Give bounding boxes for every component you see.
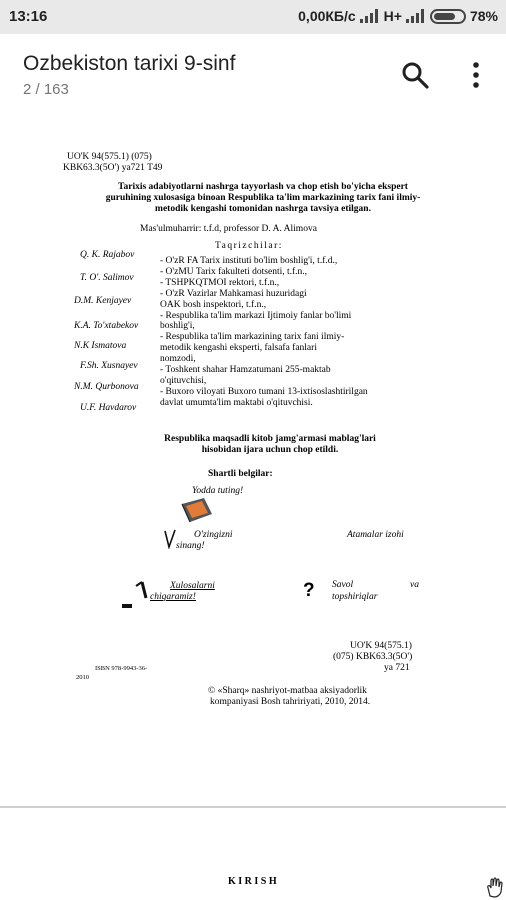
- app-bar: [0, 34, 506, 116]
- more-vert-icon[interactable]: [464, 60, 488, 90]
- legend-remember: Yodda tuting!: [192, 486, 244, 496]
- legend-title: Shartli belgilar:: [208, 469, 273, 479]
- reviewer-name: Q. K. Rajabov: [80, 250, 135, 260]
- reviewer-desc: metodik kengashi eksperti, falsafa fanlari: [160, 343, 317, 353]
- reviewer-desc: - Respublika ta'lim markazining tarix fani ilmiy-: [160, 332, 345, 342]
- legend-term: Atamalar izohi: [347, 530, 404, 540]
- check-icon: [164, 529, 176, 549]
- reviewer-name: D.M. Kenjayev: [74, 296, 132, 306]
- copyright-line-1: © «Sharq» nashriyot-matbaa aksiyadorlik: [208, 686, 367, 696]
- copyright-line-2: kompaniyasi Bosh tahririyati, 2010, 2014.: [210, 697, 371, 707]
- funding-line-1: Respublika maqsadli kitob jamg'armasi mablag'lari: [164, 434, 376, 444]
- page-separator: [0, 806, 506, 808]
- isbn-year: 2010: [76, 674, 89, 681]
- legend-think-1: O'zingizni: [194, 530, 233, 540]
- heading-line-1: Tarixis adabiyotlarni nashrga tayyorlash va chop etish bo'yicha ekspert: [118, 182, 408, 192]
- editor-line: Mas'ulmuharrir: t.f.d, professor D. A. Alimova: [140, 224, 317, 234]
- legend-conclude-1: Xulosalarni: [170, 581, 215, 591]
- notebook-icon: [178, 496, 216, 526]
- pdf-page[interactable]: [0, 116, 506, 900]
- network-speed: 0,00КБ/с: [298, 8, 356, 24]
- reviewer-desc: boshlig'i,: [160, 321, 195, 331]
- page-indicator: 2 / 163: [23, 81, 69, 98]
- legend-questions-1: Savol: [332, 580, 354, 590]
- status-bar: [0, 0, 506, 34]
- reviewer-name: N.K Ismatova: [74, 341, 127, 351]
- search-icon[interactable]: [400, 60, 430, 90]
- reviewer-desc: davlat umumta'lim maktabi o'qituvchisi.: [160, 398, 313, 408]
- footer-udk-2: (075) KBK63.3(5O'): [333, 652, 413, 662]
- legend-think-2: sinang!: [176, 541, 205, 551]
- legend-questions-2: topshiriqlar: [332, 592, 378, 602]
- udk-line-2: KBK63.3(5O') ya721 T49: [63, 163, 163, 173]
- legend-questions-and: va: [410, 580, 419, 590]
- reviewers-title: Taqrizchilar:: [215, 241, 283, 251]
- battery-text: 78%: [469, 8, 498, 24]
- reviewer-name: U.F. Havdarov: [80, 403, 137, 413]
- conclusion-icon: [120, 578, 150, 612]
- reviewer-desc: o'qituvchisi,: [160, 376, 207, 386]
- reviewer-desc: - Respublika ta'lim markazi Ijtimoiy fanlar bo'limi: [160, 311, 352, 321]
- reviewer-desc: nomzodi,: [160, 354, 196, 364]
- funding-line-2: hisobidan ijara uchun chop etildi.: [201, 445, 339, 455]
- reviewer-desc: - O'zR Vazirlar Mahkamasi huzuridagi: [160, 289, 307, 299]
- reviewer-name: F.Sh. Xusnayev: [80, 361, 138, 371]
- status-time: 13:16: [9, 8, 48, 25]
- battery-icon: [430, 9, 466, 24]
- reviewer-desc: OAK bosh inspektori, t.f.n.,: [160, 300, 267, 310]
- reviewer-name: T. O'. Salimov: [80, 273, 134, 283]
- footer-udk-1: UO'K 94(575.1): [350, 641, 412, 651]
- reviewer-name: N.M. Qurbonova: [74, 382, 139, 392]
- reviewer-desc: - Buxoro viloyati Buxoro tumani 13-ixtisoslashtirilgan: [160, 387, 368, 397]
- battery-fill: [434, 13, 455, 20]
- udk-line-1: UO'K 94(575.1) (075): [67, 152, 152, 162]
- question-icon: ?: [303, 580, 315, 601]
- isbn: ISBN 978-9943-36-: [95, 665, 148, 672]
- heading-line-3: metodik kengashi tomonidan nashrga tavsiya etilgan.: [155, 204, 371, 214]
- footer-udk-3: ya 721: [384, 663, 410, 673]
- legend-conclude-2: chiqaramiz!: [150, 592, 196, 602]
- signal-icon-2: [406, 9, 426, 23]
- reviewer-desc: - Toshkent shahar Hamzatumani 255-maktab: [160, 365, 331, 375]
- reviewer-desc: - O'zR FA Tarix instituti bo'lim boshlig'i, t.f.d.,: [160, 256, 338, 266]
- status-right: [298, 8, 498, 24]
- pan-hand-icon[interactable]: [484, 876, 506, 898]
- heading-line-2: guruhining xulosasiga binoan Respublika ta'lim markazining tarix fani ilmiy-: [105, 193, 421, 203]
- reviewer-desc: - O'zMU Tarix fakulteti dotsenti, t.f.n.,: [160, 267, 308, 277]
- reviewer-name: K.A. To'xtabekov: [74, 321, 139, 331]
- reviewer-desc: - TSHPKQTMOI rektori, t.f.n.,: [160, 278, 280, 288]
- document-title: Ozbekiston tarixi 9-sinf: [23, 52, 236, 75]
- next-page-heading: KIRISH: [228, 876, 280, 887]
- network-type: H+: [383, 8, 402, 24]
- signal-icon: [360, 9, 380, 23]
